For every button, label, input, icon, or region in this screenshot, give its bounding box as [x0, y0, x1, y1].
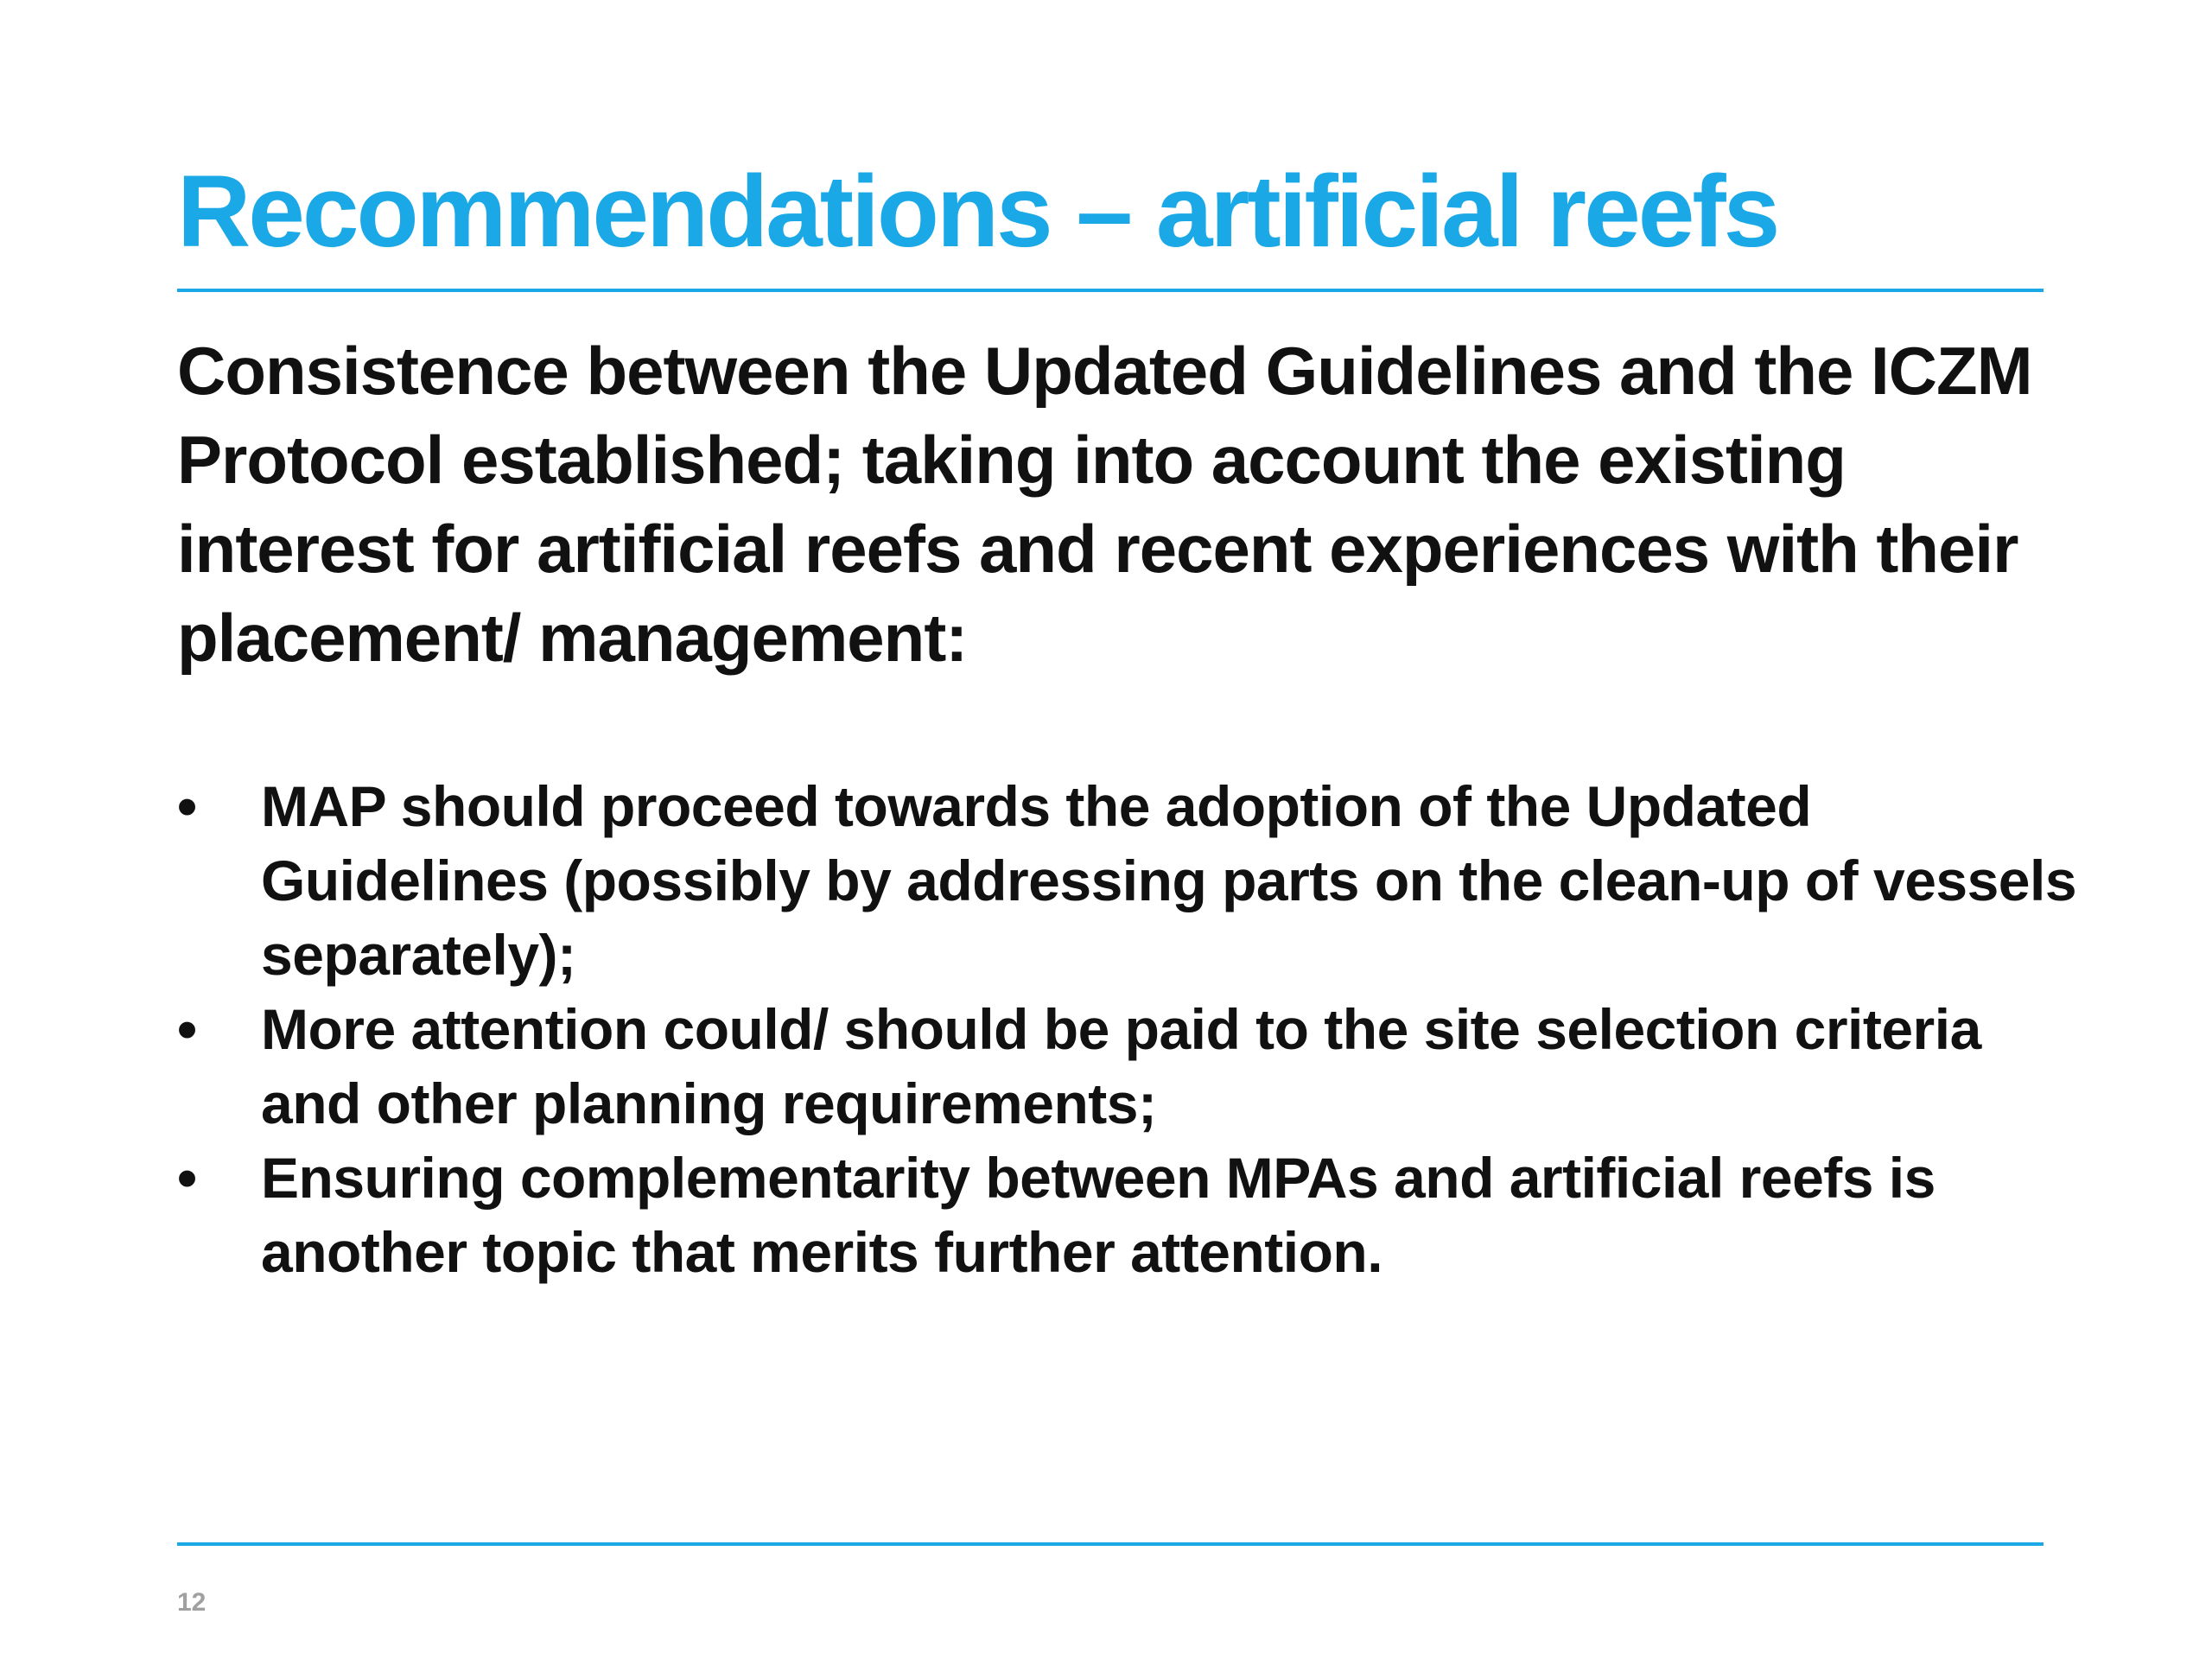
title-divider [177, 289, 2044, 292]
slide-title: Recommendations – artificial reefs [177, 155, 1778, 269]
bullet-icon: • [177, 774, 197, 838]
bullet-icon: • [177, 997, 197, 1061]
list-item [177, 992, 2078, 1141]
bullet-text: More attention could/ should be paid to the site selection criteria and other planning requirements; [261, 997, 1981, 1135]
list-item [177, 769, 2078, 992]
footer-divider [177, 1542, 2044, 1546]
bullet-icon: • [177, 1146, 197, 1210]
page-number: 12 [177, 1588, 207, 1617]
bullet-text: MAP should proceed towards the adoption of the Updated Guidelines (possibly by addressing parts on the clean-up of vessels separately); [261, 774, 2077, 987]
bullet-list [177, 769, 2078, 1289]
bullet-text: Ensuring complementarity between MPAs and artificial reefs is another topic that merits further attention. [261, 1146, 1936, 1284]
list-item [177, 1141, 2078, 1289]
intro-paragraph: Consistence between the Updated Guidelines and the ICZM Protocol established; taking into account the existing interest for artificial reefs and recent experiences with their placement/ management: [177, 333, 2032, 676]
